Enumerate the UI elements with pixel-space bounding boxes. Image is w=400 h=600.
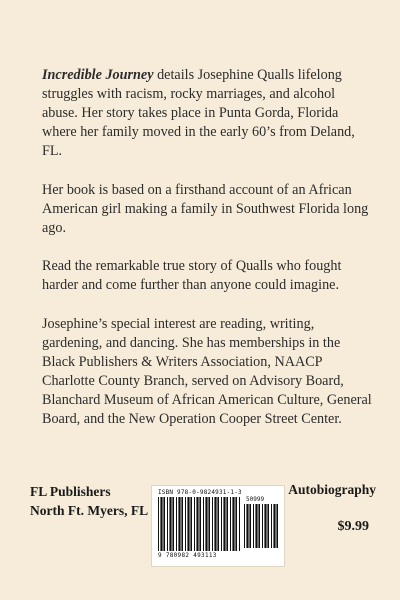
publisher-info: [30, 482, 160, 520]
blurb-paragraph-1: [42, 66, 372, 161]
isbn-barcode: [151, 485, 285, 567]
barcode-bars-addon: [244, 504, 278, 548]
genre-label: Autobiography: [288, 482, 376, 497]
price-label: $9.99: [337, 519, 369, 534]
barcode-addon-code: 50999: [246, 496, 265, 503]
ean-digits: 9 780982 493113: [158, 552, 217, 559]
publisher-name: FL Publishers: [30, 484, 111, 499]
isbn-label: ISBN 978-0-9824931-1-3: [158, 489, 242, 496]
publisher-location: North Ft. Myers, FL: [30, 503, 149, 518]
blurb-paragraph-3: Read the remarkable true story of Qualls who fought harder and come further than anyone could imagine.: [42, 258, 342, 293]
blurb-paragraph-4: Josephine’s special interest are reading, writing, gardening, and dancing. She has memberships in the Black Publishers & Writers Association, NAACP Charlotte County Branch, served on Advisory Board, Blanchard Museum of African American Culture, General Board, and the New Operation Cooper Street Center.: [42, 315, 372, 427]
book-title: Incredible Journey: [42, 67, 154, 83]
blurb-paragraph-1-text: details Josephine Qualls lifelong struggles with racism, rocky marriages, and alcohol abuse. Her story takes place in Punta Gorda, Florida where her family moved in the early 60’s from Deland, FL.: [42, 67, 355, 159]
blurb-text: [42, 66, 372, 448]
blurb-paragraph-2: Her book is based on a firsthand account of an African American girl making a family in Southwest Florida long ago.: [42, 181, 369, 236]
barcode-bars-main: [158, 497, 242, 551]
